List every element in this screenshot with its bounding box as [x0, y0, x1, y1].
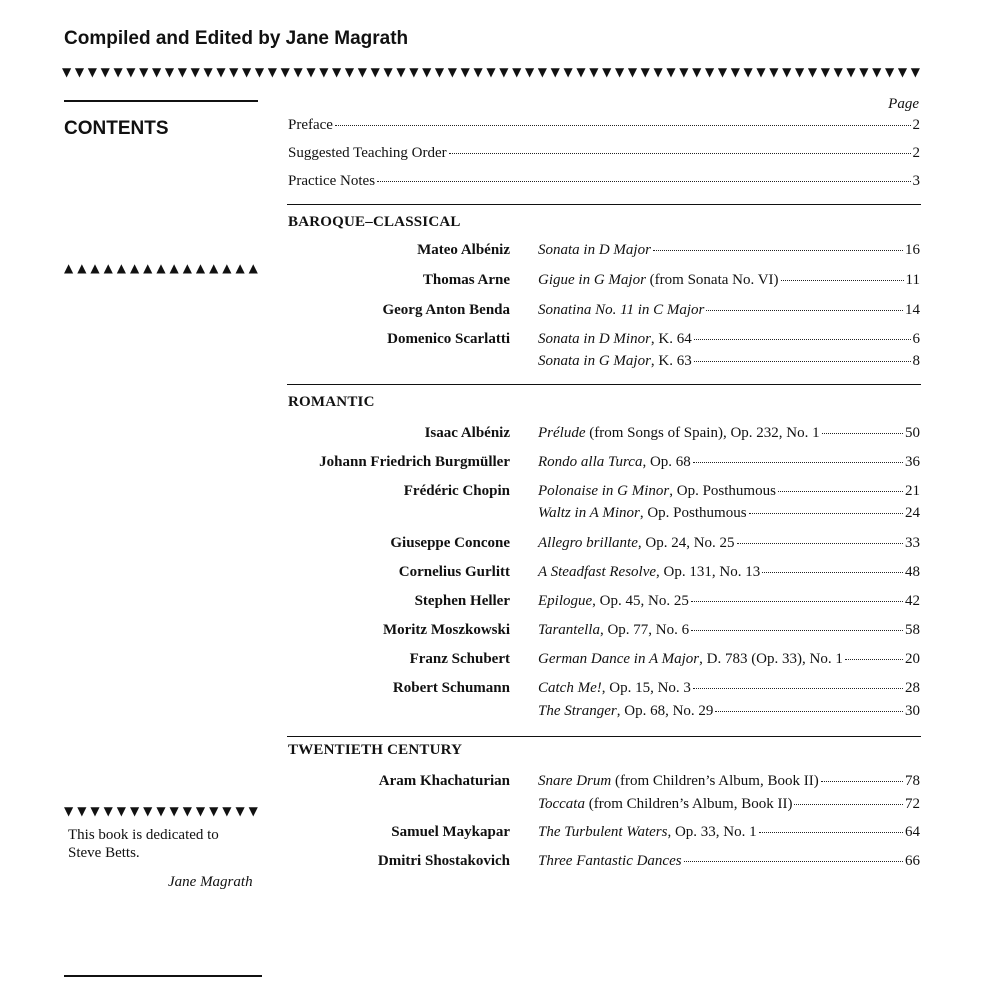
triangle-ornament: ▼: [820, 66, 830, 78]
triangle-ornament: ▼: [422, 66, 432, 78]
triangle-ornament: ▼: [576, 66, 586, 78]
triangle-ornament: ▼: [143, 805, 153, 817]
work-entry: [538, 242, 920, 259]
dot-leader: [449, 153, 911, 154]
entry-title: [538, 773, 819, 790]
triangle-ornament: ▼: [563, 66, 573, 78]
dedication-line-2: Steve Betts.: [68, 845, 140, 861]
work-title-italic: Three Fantastic Dances: [538, 853, 682, 869]
dot-leader: [694, 361, 911, 362]
entry-page-number: 16: [905, 242, 920, 258]
composer-name: Robert Schumann: [392, 680, 510, 696]
triangle-ornament: ▲: [143, 262, 153, 274]
front-matter-entry: [288, 145, 920, 162]
composer-name: Frédéric Chopin: [403, 483, 510, 499]
entry-page-number: 20: [905, 651, 920, 667]
triangle-ornament: ▼: [512, 66, 522, 78]
work-entry: [538, 331, 920, 348]
dot-leader: [691, 601, 903, 602]
work-title-detail: , K. 63: [650, 353, 692, 369]
triangle-ornament: ▼: [550, 66, 560, 78]
entry-page-number: 21: [905, 483, 920, 499]
work-entry: [538, 505, 920, 522]
triangle-ornament: ▼: [666, 66, 676, 78]
dot-leader: [693, 688, 903, 689]
entry-title: [538, 824, 757, 841]
work-entry: [538, 680, 920, 697]
dot-leader: [335, 125, 911, 126]
composer-name: Cornelius Gurlitt: [398, 564, 510, 580]
triangle-ornament: ▼: [409, 66, 419, 78]
work-title-italic: Waltz in A Minor: [538, 505, 640, 521]
triangle-ornament: ▼: [897, 66, 908, 78]
triangle-ornament: ▼: [396, 66, 406, 78]
entry-page-number: 3: [912, 173, 920, 189]
work-title-italic: Allegro brillante: [538, 535, 638, 551]
dot-leader: [691, 630, 903, 631]
section-heading: ROMANTIC: [288, 394, 375, 410]
dot-leader: [694, 339, 911, 340]
entry-title: [538, 703, 713, 720]
composer-name: Georg Anton Benda: [382, 302, 510, 318]
triangle-ornament: ▼: [434, 66, 445, 78]
triangle-ornament: ▲: [103, 262, 113, 274]
dot-leader: [693, 462, 903, 463]
triangle-ornament: ▼: [885, 66, 895, 78]
work-title-italic: Gigue in G Major: [538, 272, 646, 288]
front-matter-title: Practice Notes: [288, 173, 376, 189]
work-title-italic: Sonata in D Minor: [538, 331, 651, 347]
triangle-ornament: ▼: [614, 66, 625, 78]
work-title-detail: , Op. 68: [642, 454, 691, 470]
triangle-ornament: ▼: [177, 66, 187, 78]
work-entry: [538, 535, 920, 552]
triangle-ornament: ▲: [209, 262, 219, 274]
entry-title: [538, 853, 682, 870]
triangle-ornament: ▼: [77, 805, 87, 817]
triangle-ornament: ▼: [653, 66, 663, 78]
work-title-detail: (from Children’s Album, Book II): [584, 796, 793, 812]
work-title-italic: Snare Drum: [538, 773, 612, 789]
triangle-ornament: ▼: [859, 66, 869, 78]
triangle-ornament: ▼: [100, 66, 110, 78]
triangle-ornament: ▼: [242, 66, 252, 78]
triangle-ornament: ▼: [195, 805, 206, 817]
entry-title: [538, 331, 692, 348]
triangle-ornament: ▼: [293, 66, 303, 78]
triangle-ornament: ▲: [222, 262, 232, 274]
dot-leader: [706, 310, 903, 311]
composer-name: Dmitri Shostakovich: [377, 853, 510, 869]
section-rule: [287, 384, 921, 385]
composer-name: Giuseppe Concone: [390, 535, 510, 551]
work-entry: [538, 272, 920, 289]
entry-page-number: 24: [905, 505, 920, 521]
entry-title: [538, 302, 704, 319]
entry-page-number: 2: [912, 145, 920, 161]
triangle-ornament: ▼: [209, 805, 219, 817]
triangle-ornament: ▼: [64, 805, 74, 817]
entry-page-number: 72: [905, 796, 920, 812]
triangle-ornament: ▼: [537, 66, 548, 78]
dot-leader: [737, 543, 903, 544]
triangle-ornament: ▲: [129, 262, 140, 274]
triangle-ornament: ▲: [248, 262, 258, 274]
dot-leader: [778, 491, 903, 492]
triangle-ornament: ▲: [90, 262, 100, 274]
work-title-detail: , Op. 33, No. 1: [667, 824, 757, 840]
triangle-ornament: ▼: [254, 66, 265, 78]
triangle-ornament: ▼: [769, 66, 779, 78]
triangle-ornament: ▼: [203, 66, 213, 78]
entry-title: [538, 505, 747, 522]
composer-name: Franz Schubert: [409, 651, 510, 667]
composer-name: Isaac Albéniz: [424, 425, 510, 441]
triangle-ornament: ▼: [370, 66, 380, 78]
triangle-ornament: ▼: [872, 66, 882, 78]
work-entry: [538, 796, 920, 813]
triangle-ornament: ▲: [182, 262, 192, 274]
triangle-ornament: ▼: [499, 66, 509, 78]
triangle-ornament: ▼: [782, 66, 792, 78]
triangle-ornament: ▼: [222, 805, 232, 817]
triangle-ornament: ▼: [730, 66, 740, 78]
triangle-ornament: ▼: [332, 66, 342, 78]
work-title-detail: (from Sonata No. VI): [645, 272, 779, 288]
composer-name: Samuel Maykapar: [391, 824, 510, 840]
section-heading: BAROQUE–CLASSICAL: [288, 214, 461, 230]
bottom-left-rule: [64, 975, 262, 977]
triangle-ornament: ▼: [357, 66, 367, 78]
work-title-italic: The Stranger: [538, 703, 617, 719]
entry-page-number: 64: [905, 824, 920, 840]
entry-title: [538, 242, 651, 259]
work-entry: [538, 773, 920, 790]
entry-page-number: 8: [912, 353, 920, 369]
triangle-ornament: ▼: [627, 66, 638, 78]
entry-title: [538, 651, 843, 668]
dot-leader: [377, 181, 910, 182]
front-matter-entry: [288, 173, 920, 190]
dot-leader: [715, 711, 903, 712]
entry-title: [538, 535, 735, 552]
triangle-ornament: ▼: [460, 66, 470, 78]
triangle-ornament: ▲: [77, 262, 87, 274]
work-title-italic: The Turbulent Waters: [538, 824, 668, 840]
triangle-ornament: ▼: [182, 805, 192, 817]
triangle-ornament: ▼: [306, 66, 316, 78]
composer-name: Stephen Heller: [414, 593, 510, 609]
work-entry: [538, 564, 920, 581]
work-title-italic: Tarantella: [538, 622, 600, 638]
entry-title: [288, 117, 333, 134]
triangle-ornament: ▲: [169, 262, 179, 274]
entry-page-number: 30: [905, 703, 920, 719]
dedication-text: [68, 826, 219, 862]
work-entry: [538, 651, 920, 668]
composer-name: Thomas Arne: [422, 272, 510, 288]
triangle-ornament: ▼: [90, 805, 100, 817]
triangle-ornament-row-top: [62, 66, 920, 78]
work-entry: [538, 824, 920, 841]
entry-title: [538, 454, 691, 471]
entry-title: [538, 796, 792, 813]
entry-title: [538, 564, 760, 581]
triangle-ornament: ▼: [280, 66, 290, 78]
triangle-ornament: ▼: [139, 66, 149, 78]
work-title-italic: Sonata in D Major: [538, 242, 651, 258]
dot-leader: [762, 572, 903, 573]
triangle-ornament: ▲: [195, 262, 206, 274]
work-title-detail: , Op. Posthumous: [639, 505, 747, 521]
triangle-ornament: ▼: [129, 805, 140, 817]
triangle-ornament: ▼: [846, 66, 856, 78]
work-title-italic: Toccata: [538, 796, 585, 812]
triangle-ornament: ▲: [156, 262, 166, 274]
triangle-ornament: ▼: [910, 66, 920, 78]
dot-leader: [684, 861, 903, 862]
entry-page-number: 36: [905, 454, 920, 470]
triangle-ornament: ▼: [190, 66, 200, 78]
contents-top-rule: [64, 100, 258, 102]
entry-page-number: 50: [905, 425, 920, 441]
work-entry: [538, 425, 920, 442]
dot-leader: [781, 280, 904, 281]
dot-leader: [749, 513, 903, 514]
work-entry: [538, 703, 920, 720]
work-entry: [538, 483, 920, 500]
front-matter-title: Suggested Teaching Order: [288, 145, 447, 161]
triangle-ornament: ▼: [473, 66, 483, 78]
work-title-italic: German Dance in A Major: [538, 651, 700, 667]
triangle-ornament: ▼: [486, 66, 496, 78]
entry-title: [538, 425, 820, 442]
triangle-ornament: ▼: [116, 805, 126, 817]
entry-title: [538, 593, 689, 610]
work-title-detail: , Op. 45, No. 25: [592, 593, 689, 609]
triangle-ornament: ▼: [235, 805, 245, 817]
triangle-ornament: ▼: [383, 66, 393, 78]
work-title-italic: Sonata in G Major: [538, 353, 651, 369]
book-editor-credit: Compiled and Edited by Jane Magrath: [64, 28, 409, 49]
triangle-ornament: ▼: [229, 66, 239, 78]
contents-heading: CONTENTS: [64, 118, 169, 139]
entry-title: [538, 483, 776, 500]
triangle-ornament: ▼: [692, 66, 702, 78]
composer-name: Aram Khachaturian: [378, 773, 510, 789]
work-title-detail: , Op. 131, No. 13: [656, 564, 761, 580]
triangle-ornament-row-dedication: [64, 805, 258, 817]
section-rule: [287, 736, 921, 737]
entry-title: [538, 622, 689, 639]
entry-page-number: 78: [905, 773, 920, 789]
work-title-detail: , Op. 68, No. 29: [616, 703, 714, 719]
work-title-detail: , Op. 24, No. 25: [637, 535, 735, 551]
entry-page-number: 58: [905, 622, 920, 638]
entry-page-number: 14: [905, 302, 920, 318]
triangle-ornament: ▼: [169, 805, 179, 817]
entry-page-number: 48: [905, 564, 920, 580]
triangle-ornament: ▼: [87, 66, 97, 78]
front-matter-title: Preface: [288, 117, 333, 133]
triangle-ornament: ▼: [126, 66, 136, 78]
dot-leader: [822, 433, 903, 434]
entry-title: [288, 145, 447, 162]
triangle-ornament: ▼: [248, 805, 258, 817]
triangle-ornament: ▼: [152, 66, 162, 78]
triangle-ornament: ▼: [113, 66, 123, 78]
entry-page-number: 42: [905, 593, 920, 609]
composer-name: Domenico Scarlatti: [387, 331, 510, 347]
entry-page-number: 28: [905, 680, 920, 696]
triangle-ornament: ▼: [164, 66, 175, 78]
work-title-detail: , Op. 77, No. 6: [599, 622, 690, 638]
page-column-label: Page: [888, 96, 919, 112]
work-entry: [538, 593, 920, 610]
triangle-ornament: ▼: [679, 66, 689, 78]
entry-page-number: 11: [905, 272, 920, 288]
entry-page-number: 6: [912, 331, 920, 347]
triangle-ornament: ▼: [602, 66, 612, 78]
entry-title: [538, 272, 779, 289]
triangle-ornament: ▼: [103, 805, 113, 817]
work-title-detail: (from Children’s Album, Book II): [611, 773, 819, 789]
section-rule: [287, 204, 921, 205]
triangle-ornament: ▼: [704, 66, 715, 78]
entry-title: [538, 353, 692, 370]
dot-leader: [845, 659, 903, 660]
entry-page-number: 66: [905, 853, 920, 869]
section-heading: TWENTIETH CENTURY: [288, 742, 463, 758]
triangle-ornament: ▼: [74, 66, 85, 78]
dot-leader: [653, 250, 903, 251]
work-title-italic: Prélude: [538, 425, 586, 441]
entry-title: [538, 680, 691, 697]
dot-leader: [759, 832, 903, 833]
triangle-ornament: ▲: [64, 262, 74, 274]
triangle-ornament: ▲: [235, 262, 245, 274]
composer-name: Moritz Moszkowski: [382, 622, 510, 638]
triangle-ornament: ▼: [717, 66, 728, 78]
work-entry: [538, 454, 920, 471]
triangle-ornament-row-up: [64, 262, 258, 274]
composer-name: Mateo Albéniz: [417, 242, 510, 258]
triangle-ornament: ▼: [807, 66, 818, 78]
triangle-ornament: ▼: [756, 66, 766, 78]
triangle-ornament: ▼: [524, 66, 535, 78]
triangle-ornament: ▼: [156, 805, 166, 817]
triangle-ornament: ▼: [344, 66, 355, 78]
triangle-ornament: ▼: [743, 66, 753, 78]
entry-page-number: 2: [912, 117, 920, 133]
work-title-detail: , Op. Posthumous: [669, 483, 776, 499]
composer-name: Johann Friedrich Burgmüller: [319, 454, 510, 470]
triangle-ornament: ▼: [62, 66, 72, 78]
work-title-italic: Catch Me!: [538, 680, 602, 696]
triangle-ornament: ▼: [267, 66, 277, 78]
dedication-signature: Jane Magrath: [168, 874, 253, 890]
work-entry: [538, 302, 920, 319]
work-entry: [538, 622, 920, 639]
work-title-italic: Polonaise in G Minor: [538, 483, 670, 499]
dot-leader: [821, 781, 903, 782]
front-matter-entry: [288, 117, 920, 134]
work-title-italic: A Steadfast Resolve: [538, 564, 657, 580]
work-entry: [538, 353, 920, 370]
triangle-ornament: ▼: [640, 66, 650, 78]
work-title-detail: , K. 64: [650, 331, 692, 347]
entry-title: [288, 173, 375, 190]
triangle-ornament: ▼: [319, 66, 329, 78]
triangle-ornament: ▼: [216, 66, 226, 78]
triangle-ornament: ▼: [447, 66, 458, 78]
work-title-detail: (from Songs of Spain), Op. 232, No. 1: [585, 425, 820, 441]
triangle-ornament: ▲: [116, 262, 126, 274]
dot-leader: [794, 804, 903, 805]
work-entry: [538, 853, 920, 870]
work-title-italic: Sonatina No. 11 in C Major: [538, 302, 705, 318]
triangle-ornament: ▼: [589, 66, 599, 78]
triangle-ornament: ▼: [833, 66, 843, 78]
work-title-detail: , D. 783 (Op. 33), No. 1: [699, 651, 843, 667]
work-title-detail: , Op. 15, No. 3: [601, 680, 691, 696]
triangle-ornament: ▼: [794, 66, 805, 78]
work-title-italic: Epilogue: [538, 593, 593, 609]
entry-page-number: 33: [905, 535, 920, 551]
dedication-line-1: This book is dedicated to: [68, 827, 219, 843]
work-title-italic: Rondo alla Turca: [538, 454, 643, 470]
